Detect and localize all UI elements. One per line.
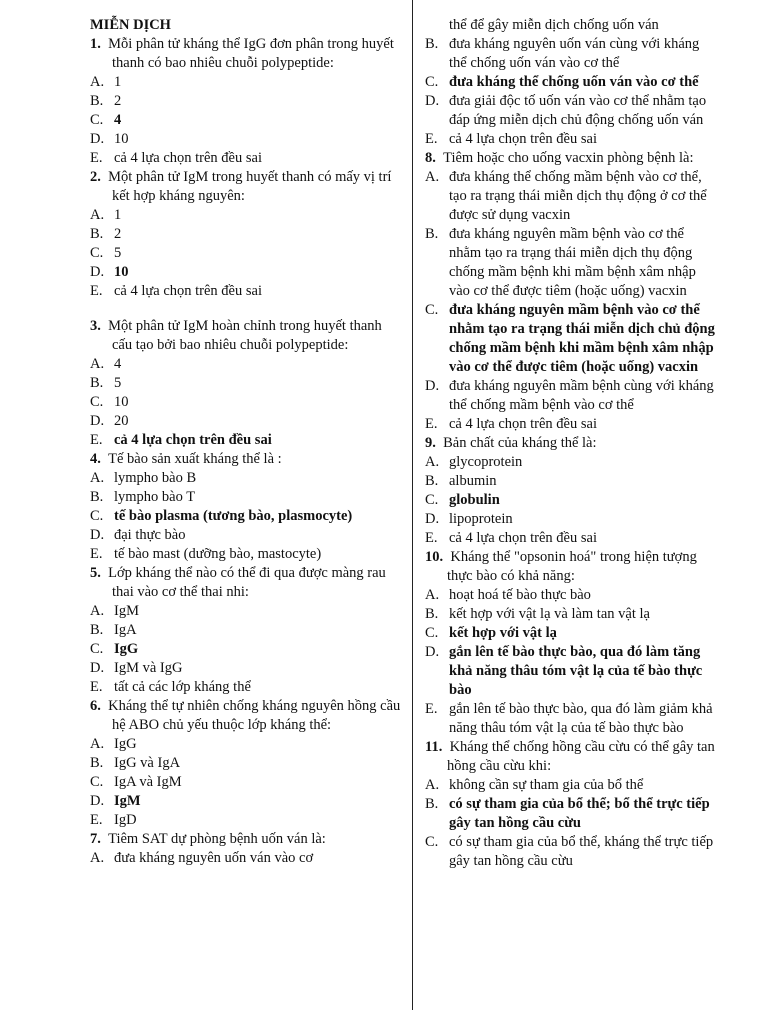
- document-title: MIỄN DỊCH: [90, 17, 171, 33]
- option-text: 4: [114, 356, 122, 372]
- option-text: IgM: [114, 603, 139, 619]
- option-text: 1: [114, 74, 122, 90]
- option-label: B.: [425, 606, 439, 622]
- option-label: B.: [425, 226, 439, 242]
- option-label: E.: [90, 432, 103, 448]
- option-label: A.: [90, 603, 105, 619]
- answer-option: [90, 130, 402, 149]
- option-text: có sự tham gia của bổ thể; bổ thể trực tiếp gây tan hồng cầu cừu: [449, 796, 710, 831]
- option-label: B.: [90, 226, 104, 242]
- question-number: 5.: [90, 565, 101, 581]
- question-text: Kháng thể chống hồng cầu cừu có thể gây tan hồng cầu cừu khi:: [447, 739, 715, 774]
- option-label: B.: [425, 473, 439, 489]
- question-block: [90, 35, 402, 168]
- left-question-list: [90, 35, 402, 868]
- question-text: Tiêm SAT dự phòng bệnh uốn ván là:: [108, 831, 326, 847]
- answer-option: [425, 92, 715, 130]
- question-stem: [425, 548, 715, 586]
- option-text: IgD: [114, 812, 137, 828]
- question-number: 3.: [90, 318, 101, 334]
- answer-option: [425, 605, 715, 624]
- option-label: A.: [425, 587, 440, 603]
- question-number: 11.: [425, 739, 443, 755]
- option-text: IgM: [114, 793, 141, 809]
- answer-option: [425, 643, 715, 700]
- question-number: 1.: [90, 36, 101, 52]
- question-stem: [90, 697, 402, 735]
- option-label: A.: [90, 207, 105, 223]
- option-label: C.: [425, 625, 439, 641]
- option-text: cả 4 lựa chọn trên đều sai: [449, 530, 597, 546]
- option-text: lympho bào B: [114, 470, 197, 486]
- right-column: [425, 16, 715, 871]
- option-text: đưa kháng nguyên uốn ván vào cơ: [114, 850, 314, 866]
- option-label: D.: [425, 511, 440, 527]
- option-label: A.: [425, 169, 440, 185]
- option-label: B.: [425, 796, 439, 812]
- answer-option: [90, 621, 402, 640]
- option-label: E.: [425, 131, 438, 147]
- answer-option: [90, 811, 402, 830]
- question-number: 7.: [90, 831, 101, 847]
- answer-option: [90, 412, 402, 431]
- answer-option: [425, 776, 715, 795]
- option-text: 4: [114, 112, 122, 128]
- answer-option: [90, 678, 402, 697]
- option-text: IgG: [114, 736, 137, 752]
- question-text: Bản chất của kháng thể là:: [443, 435, 597, 451]
- answer-option: [425, 225, 715, 301]
- answer-option: [425, 301, 715, 377]
- question-block: [90, 564, 402, 697]
- option-label: D.: [425, 644, 440, 660]
- option-text: IgA và IgM: [114, 774, 182, 790]
- answer-option: [90, 773, 402, 792]
- option-label: D.: [425, 378, 440, 394]
- option-label: E.: [425, 530, 438, 546]
- answer-option: [425, 415, 715, 434]
- question-stem: [90, 450, 402, 469]
- option-text: 1: [114, 207, 122, 223]
- option-text: đưa kháng thể chống uốn ván vào cơ thể: [449, 74, 699, 90]
- option-text: IgA: [114, 622, 137, 638]
- question-stem: [90, 168, 402, 206]
- option-label: B.: [90, 489, 104, 505]
- option-label: C.: [425, 74, 439, 90]
- question-stem: [425, 434, 715, 453]
- option-text: glycoprotein: [449, 454, 523, 470]
- question-number: 4.: [90, 451, 101, 467]
- option-text: cả 4 lựa chọn trên đều sai: [114, 150, 262, 166]
- answer-option: [90, 263, 402, 282]
- option-label: C.: [90, 508, 104, 524]
- option-label: C.: [90, 394, 104, 410]
- answer-option: [90, 92, 402, 111]
- option-label: A.: [90, 356, 105, 372]
- answer-option: [90, 225, 402, 244]
- question-stem: [90, 830, 402, 849]
- option-text: IgG: [114, 641, 139, 657]
- option-text: đưa kháng thể chống mầm bệnh vào cơ thể, tạo ra trạng thái miễn dịch thụ động ở cơ thể được sử dụng vacxin: [449, 169, 707, 223]
- answer-option: [425, 472, 715, 491]
- question-stem: [90, 564, 402, 602]
- option-text: 10: [114, 394, 129, 410]
- answer-option: [425, 529, 715, 548]
- option-text: 20: [114, 413, 129, 429]
- option-text: cả 4 lựa chọn trên đều sai: [114, 432, 272, 448]
- answer-option: [90, 393, 402, 412]
- option-text: cả 4 lựa chọn trên đều sai: [114, 283, 262, 299]
- question-block: [90, 697, 402, 830]
- option-text: tế bào plasma (tương bào, plasmocyte): [114, 508, 353, 524]
- answer-option: [90, 374, 402, 393]
- option-text: 10: [114, 131, 129, 147]
- answer-option: [425, 833, 715, 871]
- option-text: đại thực bào: [114, 527, 186, 543]
- option-text: 2: [114, 93, 122, 109]
- option-label: E.: [90, 283, 103, 299]
- answer-option: [90, 545, 402, 564]
- option-text: albumin: [449, 473, 497, 489]
- question-7-continuation: thể để gây miễn dịch chống uốn ván: [449, 17, 659, 33]
- question-text: Kháng thể "opsonin hoá" trong hiện tượng thực bào có khả năng:: [447, 549, 697, 584]
- question-stem: [90, 317, 402, 355]
- answer-option: [425, 453, 715, 472]
- answer-option: [90, 507, 402, 526]
- option-text: 5: [114, 375, 122, 391]
- option-label: C.: [425, 834, 439, 850]
- answer-option: [90, 754, 402, 773]
- option-label: B.: [90, 622, 104, 638]
- answer-option: [90, 602, 402, 621]
- question-stem: [90, 35, 402, 73]
- option-label: E.: [90, 679, 103, 695]
- question-stem: [425, 149, 715, 168]
- question-block: [425, 149, 715, 434]
- option-label: B.: [425, 36, 439, 52]
- option-text: đưa kháng nguyên mầm bệnh cùng với kháng thể chống mầm bệnh vào cơ thể: [449, 378, 714, 413]
- option-label: C.: [425, 492, 439, 508]
- question-text: Một phân tử IgM trong huyết thanh có mấy vị trí kết hợp kháng nguyên:: [108, 169, 392, 204]
- question-number: 8.: [425, 150, 436, 166]
- answer-option: [425, 35, 715, 73]
- option-text: kết hợp với vật lạ: [449, 625, 557, 641]
- option-label: C.: [90, 112, 104, 128]
- answer-option: [90, 149, 402, 168]
- left-column: [90, 16, 402, 868]
- option-text: 10: [114, 264, 129, 280]
- question-text: Mỗi phân tử kháng thể IgG đơn phân trong huyết thanh có bao nhiêu chuỗi polypeptide:: [108, 36, 394, 71]
- question-block: [90, 450, 402, 564]
- option-text: không cần sự tham gia của bổ thể: [449, 777, 644, 793]
- option-text: lympho bào T: [114, 489, 196, 505]
- option-label: B.: [90, 375, 104, 391]
- option-text: IgM và IgG: [114, 660, 183, 676]
- question-number: 2.: [90, 169, 101, 185]
- answer-option: [425, 73, 715, 92]
- answer-option: [90, 111, 402, 130]
- option-label: B.: [90, 755, 104, 771]
- option-text: kết hợp với vật lạ và làm tan vật lạ: [449, 606, 650, 622]
- option-label: C.: [425, 302, 439, 318]
- answer-option: [90, 206, 402, 225]
- question-text: Lớp kháng thể nào có thể đi qua được màng rau thai vào cơ thể thai nhi:: [108, 565, 386, 600]
- option-label: A.: [425, 777, 440, 793]
- answer-option: [90, 431, 402, 450]
- question-block: [90, 317, 402, 450]
- option-label: D.: [90, 264, 105, 280]
- option-label: E.: [425, 701, 438, 717]
- option-label: A.: [90, 850, 105, 866]
- option-label: D.: [90, 413, 105, 429]
- question-text: Tế bào sản xuất kháng thể là :: [108, 451, 282, 467]
- question-block: [90, 168, 402, 301]
- option-label: E.: [425, 416, 438, 432]
- question-block: [425, 434, 715, 548]
- answer-option: [425, 377, 715, 415]
- spacer: [90, 301, 402, 317]
- answer-option: [425, 130, 715, 149]
- option-label: C.: [90, 641, 104, 657]
- question-7-options-continued: [425, 35, 715, 149]
- answer-option: [425, 795, 715, 833]
- answer-option: [90, 640, 402, 659]
- option-label: D.: [90, 131, 105, 147]
- answer-option: [425, 168, 715, 225]
- option-label: A.: [90, 470, 105, 486]
- column-divider: [412, 0, 413, 1010]
- option-text: đưa kháng nguyên mầm bệnh vào cơ thể nhằm tạo ra trạng thái miễn dịch chủ động chống mầm bệnh khi mầm bệnh xâm nhập vào cơ thể được tiêm (hoặc uống) vacxin: [449, 302, 715, 375]
- question-text: Kháng thể tự nhiên chống kháng nguyên hồng cầu hệ ABO chủ yếu thuộc lớp kháng thể:: [108, 698, 401, 733]
- option-text: cả 4 lựa chọn trên đều sai: [449, 416, 597, 432]
- question-number: 6.: [90, 698, 101, 714]
- answer-option: [90, 659, 402, 678]
- answer-option: [425, 586, 715, 605]
- option-label: C.: [90, 774, 104, 790]
- question-block: [90, 830, 402, 868]
- answer-option: [90, 244, 402, 263]
- answer-option: [90, 849, 402, 868]
- answer-option: [425, 491, 715, 510]
- option-text: gắn lên tế bào thực bào, qua đó làm giảm khả năng thâu tóm vật lạ của tế bào thực bào: [449, 701, 713, 736]
- question-block: [425, 738, 715, 871]
- option-text: 5: [114, 245, 122, 261]
- option-text: IgG và IgA: [114, 755, 181, 771]
- answer-option: [90, 792, 402, 811]
- answer-option: [90, 73, 402, 92]
- option-text: 2: [114, 226, 122, 242]
- answer-option: [90, 735, 402, 754]
- answer-option: [90, 469, 402, 488]
- option-text: tất cả các lớp kháng thể: [114, 679, 251, 695]
- question-number: 9.: [425, 435, 436, 451]
- answer-option: [90, 488, 402, 507]
- option-text: đưa kháng nguyên uốn ván cùng với kháng thể chống uốn ván vào cơ thể: [449, 36, 700, 71]
- question-block: [425, 548, 715, 738]
- question-stem: [425, 738, 715, 776]
- question-text: Tiêm hoặc cho uống vacxin phòng bệnh là:: [443, 150, 694, 166]
- option-label: E.: [90, 812, 103, 828]
- option-text: tế bào mast (dưỡng bào, mastocyte): [114, 546, 322, 562]
- option-label: D.: [425, 93, 440, 109]
- answer-option: [90, 355, 402, 374]
- option-label: E.: [90, 546, 103, 562]
- option-label: E.: [90, 150, 103, 166]
- option-text: gắn lên tế bào thực bào, qua đó làm tăng khả năng thâu tóm vật lạ của tế bào thực bào: [449, 644, 703, 698]
- option-label: A.: [90, 736, 105, 752]
- option-label: D.: [90, 660, 105, 676]
- answer-option: [90, 526, 402, 545]
- answer-option: [90, 282, 402, 301]
- option-text: đưa giải độc tố uốn ván vào cơ thể nhằm tạo đáp ứng miễn dịch chủ động chống uốn ván: [449, 93, 707, 128]
- option-label: A.: [90, 74, 105, 90]
- option-text: globulin: [449, 492, 500, 508]
- answer-option: [425, 510, 715, 529]
- option-text: hoạt hoá tế bào thực bào: [449, 587, 591, 603]
- question-text: Một phân tử IgM hoàn chỉnh trong huyết thanh cấu tạo bởi bao nhiêu chuỗi polypeptide:: [108, 318, 382, 353]
- question-number: 10.: [425, 549, 444, 565]
- option-label: C.: [90, 245, 104, 261]
- answer-option: [425, 700, 715, 738]
- option-label: B.: [90, 93, 104, 109]
- option-text: cả 4 lựa chọn trên đều sai: [449, 131, 597, 147]
- option-text: có sự tham gia của bổ thể, kháng thể trực tiếp gây tan hồng cầu cừu: [449, 834, 714, 869]
- right-question-list: [425, 149, 715, 871]
- answer-option: [425, 624, 715, 643]
- option-label: D.: [90, 793, 105, 809]
- option-label: D.: [90, 527, 105, 543]
- option-text: đưa kháng nguyên mầm bệnh vào cơ thể nhằm tạo ra trạng thái miễn dịch thụ động chống mầm bệnh khi mầm bệnh xâm nhập vào cơ thể được tiêm (hoặc uống) vacxin: [449, 226, 696, 299]
- option-text: lipoprotein: [449, 511, 513, 527]
- option-label: A.: [425, 454, 440, 470]
